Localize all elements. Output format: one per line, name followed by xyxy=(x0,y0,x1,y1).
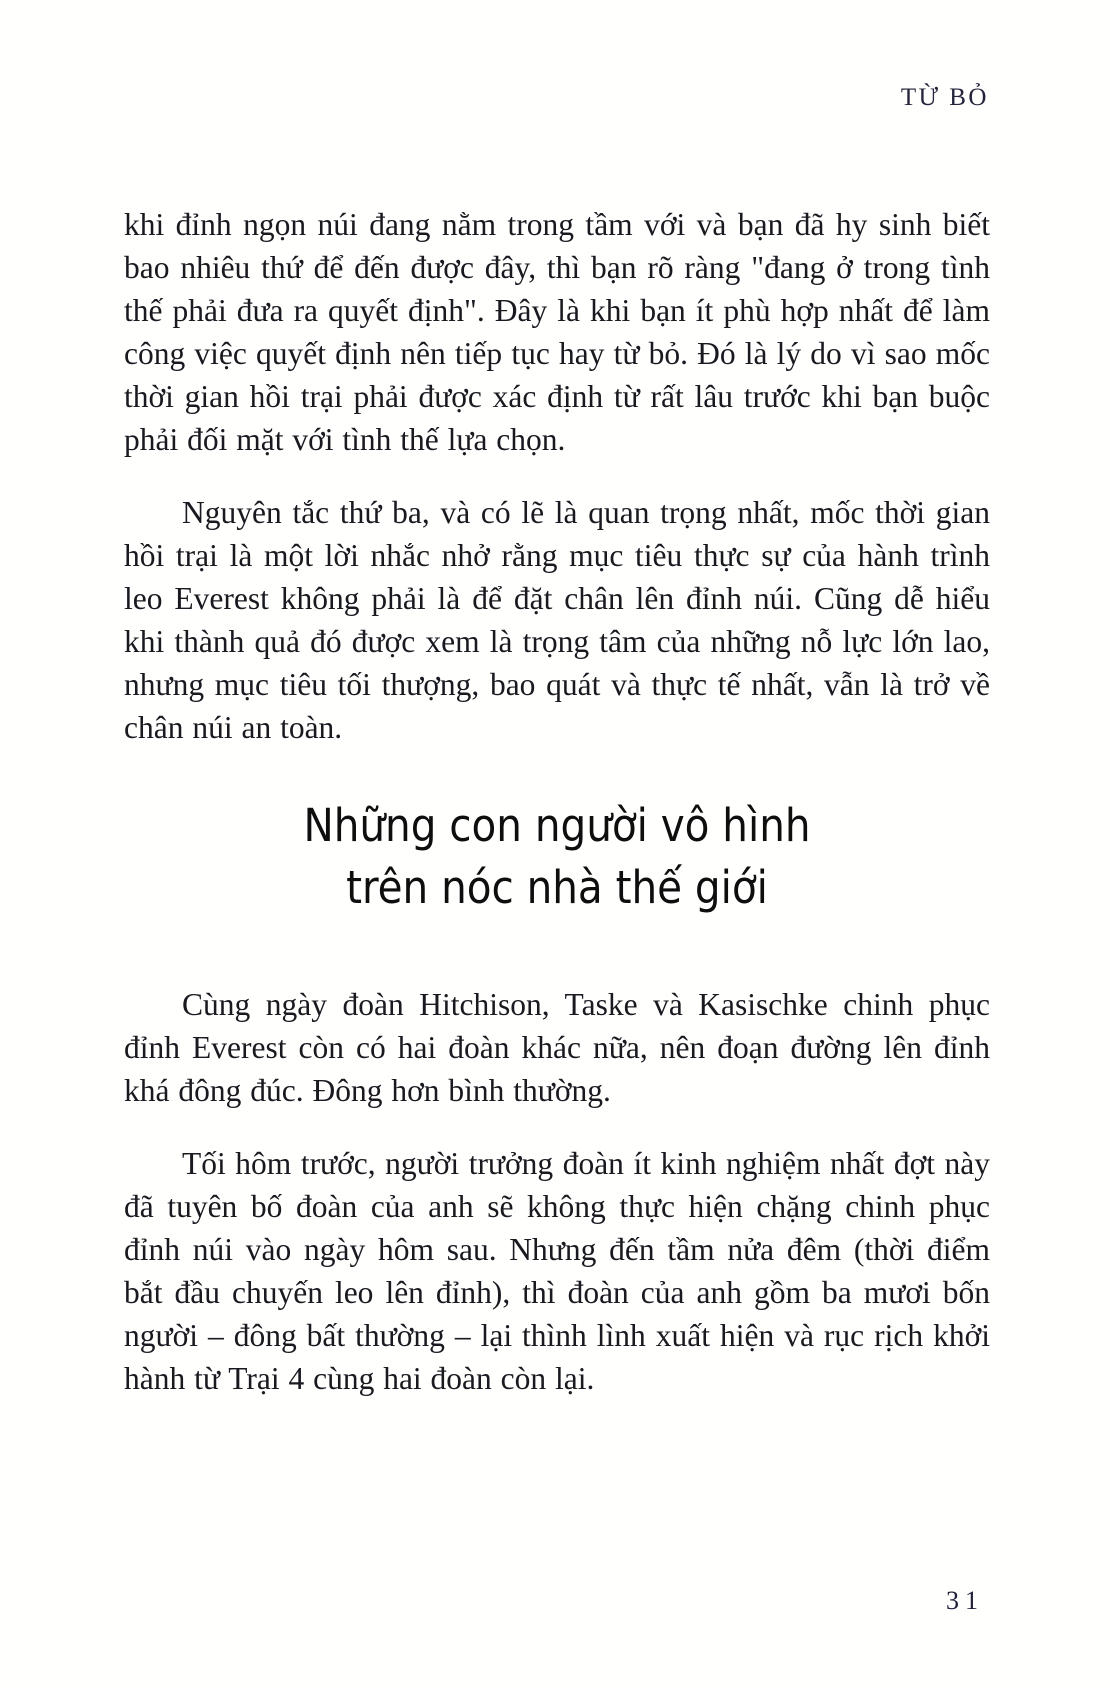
paragraph-continuation: khi đỉnh ngọn núi đang nằm trong tầm với và bạn đã hy sinh biết bao nhiêu thứ để đến được đây, thì bạn rõ ràng "đang ở trong tình thế phải đưa ra quyết định". Đây là khi bạn ít phù hợp nhất để làm công việc quyết định nên tiếp tục hay từ bỏ. Đó là lý do vì sao mốc thời gian hồi trại phải được xác định từ rất lâu trước khi bạn buộc phải đối mặt với tình thế lựa chọn. xyxy=(124,207,990,457)
running-header: TỪ BỎ xyxy=(900,84,989,111)
paragraph: Nguyên tắc thứ ba, và có lẽ là quan trọng nhất, mốc thời gian hồi trại là một lời nhắc nhở rằng mục tiêu thực sự của hành trình leo Everest không phải là để đặt chân lên đỉnh núi. Cũng dễ hiểu khi thành quả đó được xem là trọng tâm của những nỗ lực lớn lao, nhưng mục tiêu tối thượng, bao quát và thực tế nhất, vẫn là trở về chân núi an toàn. xyxy=(124,495,990,745)
page-number: 31 xyxy=(946,1586,984,1615)
paragraph: Tối hôm trước, người trưởng đoàn ít kinh nghiệm nhất đợt này đã tuyên bố đoàn của anh sẽ không thực hiện chặng chinh phục đỉnh núi vào ngày hôm sau. Nhưng đến tầm nửa đêm (thời điểm bắt đầu chuyến leo lên đỉnh), thì đoàn của anh gồm ba mươi bốn người – đông bất thường – lại thình lình xuất hiện và rục rịch khởi hành từ Trại 4 cùng hai đoàn còn lại. xyxy=(124,1146,990,1396)
section-heading-line-1: Những con người vô hình xyxy=(303,799,811,852)
paragraph: Cùng ngày đoàn Hitchison, Taske và Kasischke chinh phục đỉnh Everest còn có hai đoàn khác nữa, nên đoạn đường lên đỉnh khá đông đúc. Đông hơn bình thường. xyxy=(124,987,990,1108)
section-heading-line-2: trên nóc nhà thế giới xyxy=(346,861,768,914)
text-block xyxy=(124,203,990,1430)
section-heading xyxy=(124,795,990,919)
